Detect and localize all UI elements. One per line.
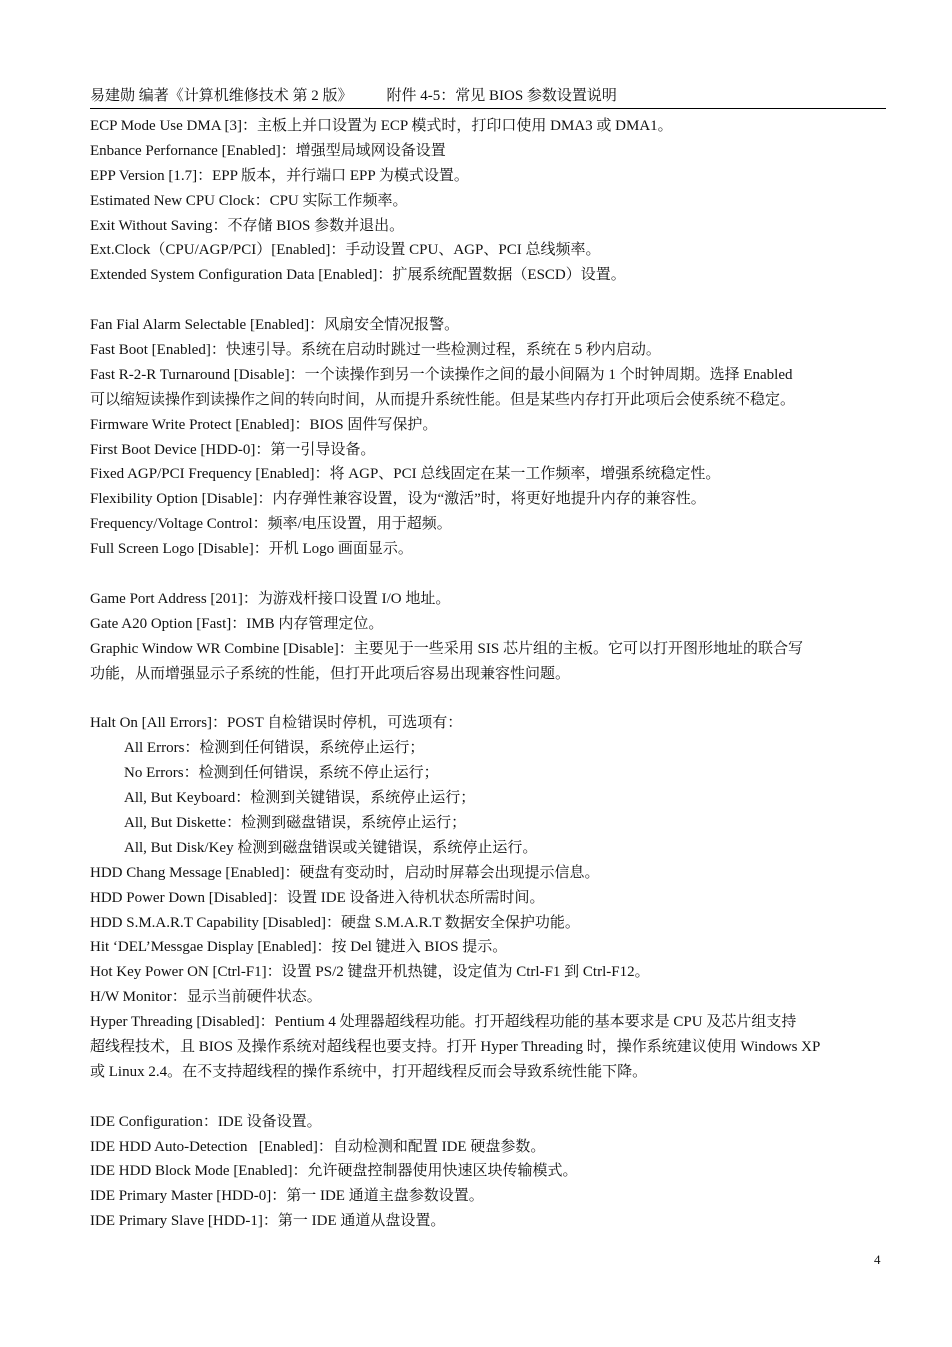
entry-ide-primary-slave: IDE Primary Slave [HDD-1]：第一 IDE 通道从盘设置。 (90, 1213, 446, 1230)
section-gap (90, 562, 886, 587)
entry-flexibility-option: Flexibility Option [Disable]：内存弹性兼容设置，设为“激活”时，将更好地提升内存的兼容性。 (90, 491, 706, 508)
entry-fast-r2r-turnaround-cont: 可以缩短读操作到读操作之间的转向时间，从而提升系统性能。但是某些内存打开此项后会使系统不稳定。 (90, 391, 796, 408)
entry-ide-primary-master: IDE Primary Master [HDD-0]：第一 IDE 通道主盘参数设置。 (90, 1188, 484, 1205)
entry-estimated-new-cpu-clock: Estimated New CPU Clock：CPU 实际工作频率。 (90, 192, 408, 209)
section-i (90, 1110, 886, 1234)
section-f (90, 313, 886, 562)
section-g (90, 587, 886, 687)
entry-hit-del-message-display: Hit ‘DEL’Messgae Display [Enabled]：按 Del 键进入 BIOS 提示。 (90, 939, 508, 956)
entry-exit-without-saving: Exit Without Saving：不存储 BIOS 参数并退出。 (90, 217, 405, 234)
document-body (90, 114, 886, 1234)
entry-full-screen-logo: Full Screen Logo [Disable]：开机 Logo 画面显示。 (90, 541, 413, 558)
halt-on-option-no-errors: No Errors：检测到任何错误，系统不停止运行； (124, 765, 439, 782)
section-h (90, 711, 886, 1084)
entry-hyper-threading: Hyper Threading [Disabled]：Pentium 4 处理器超线程功能。打开超线程功能的基本要求是 CPU 及芯片组支持 (90, 1014, 797, 1031)
entry-gate-a20-option: Gate A20 Option [Fast]：IMB 内存管理定位。 (90, 615, 384, 632)
entry-fast-boot: Fast Boot [Enabled]：快速引导。系统在启动时跳过一些检测过程，系统在 5 秒内启动。 (90, 342, 661, 359)
entry-fast-r2r-turnaround: Fast R-2-R Turnaround [Disable]：一个读操作到另一个读操作之间的最小间隔为 1 个时钟周期。选择 Enabled (90, 366, 793, 383)
page-number: 4 (874, 1252, 881, 1267)
entry-epp-version: EPP Version [1.7]：EPP 版本，并行端口 EPP 为模式设置。 (90, 167, 469, 184)
page-header (90, 86, 886, 109)
section-gap (90, 686, 886, 711)
header-book-title: 易建勋 编著《计算机维修技术 第 2 版》 (90, 88, 353, 104)
entry-hw-monitor: H/W Monitor：显示当前硬件状态。 (90, 989, 322, 1006)
entry-extended-system-configuration-data: Extended System Configuration Data [Enabled]：扩展系统配置数据（ESCD）设置。 (90, 267, 626, 284)
entry-hdd-power-down: HDD Power Down [Disabled]：设置 IDE 设备进入待机状态所需时间。 (90, 889, 545, 906)
entry-graphic-window-wr-combine: Graphic Window WR Combine [Disable]：主要见于一些采用 SIS 芯片组的主板。它可以打开图形地址的联合写 (90, 640, 803, 657)
entry-frequency-voltage-control: Frequency/Voltage Control：频率/电压设置，用于超频。 (90, 516, 452, 533)
halt-on-option-all-errors: All Errors：检测到任何错误，系统停止运行； (124, 740, 425, 757)
entry-ide-hdd-auto-detection: IDE HDD Auto-Detection [Enabled]：自动检测和配置 IDE 硬盘参数。 (90, 1138, 546, 1155)
header-appendix-title: 附件 4-5：常见 BIOS 参数设置说明 (386, 88, 617, 104)
entry-halt-on: Halt On [All Errors]：POST 自检错误时停机，可选项有： (90, 715, 463, 732)
entry-hdd-smart-capability: HDD S.M.A.R.T Capability [Disabled]：硬盘 S.M.A.R.T 数据安全保护功能。 (90, 914, 580, 931)
entry-fixed-agp-pci-frequency: Fixed AGP/PCI Frequency [Enabled]：将 AGP、PCI 总线固定在某一工作频率，增强系统稳定性。 (90, 466, 721, 483)
halt-on-option-all-but-diskette: All, But Diskette：检测到磁盘错误，系统停止运行； (124, 814, 467, 831)
entry-firmware-write-protect: Firmware Write Protect [Enabled]：BIOS 固件写保护。 (90, 416, 438, 433)
entry-hdd-chang-message: HDD Chang Message [Enabled]：硬盘有变动时，启动时屏幕会出现提示信息。 (90, 864, 600, 881)
section-gap (90, 1085, 886, 1110)
entry-graphic-window-wr-combine-cont: 功能，从而增强显示子系统的性能，但打开此项后容易出现兼容性问题。 (90, 665, 571, 682)
entry-game-port-address: Game Port Address [201]：为游戏杆接口设置 I/O 地址。 (90, 590, 451, 607)
entry-hyper-threading-cont-2: 或 Linux 2.4。在不支持超线程的操作系统中，打开超线程反而会导致系统性能下降。 (90, 1063, 648, 1080)
entry-ide-configuration: IDE Configuration：IDE 设备设置。 (90, 1113, 322, 1130)
entry-enbance-perfornance: Enbance Perfornance [Enabled]：增强型局域网设备设置 (90, 142, 446, 159)
halt-on-option-all-but-disk-key: All, But Disk/Key 检测到磁盘错误或关键错误，系统停止运行。 (124, 839, 538, 856)
section-gap (90, 288, 886, 313)
entry-hot-key-power-on: Hot Key Power ON [Ctrl-F1]：设置 PS/2 键盘开机热键，设定值为 Ctrl-F1 到 Ctrl-F12。 (90, 964, 650, 981)
section-e (90, 114, 886, 288)
entry-ide-hdd-block-mode: IDE HDD Block Mode [Enabled]：允许硬盘控制器使用快速区块传输模式。 (90, 1163, 578, 1180)
entry-first-boot-device: First Boot Device [HDD-0]：第一引导设备。 (90, 441, 376, 458)
entry-hyper-threading-cont-1: 超线程技术，且 BIOS 及操作系统对超线程也要支持。打开 Hyper Threading 时，操作系统建议使用 Windows XP (90, 1038, 821, 1055)
entry-fan-fial-alarm: Fan Fial Alarm Selectable [Enabled]：风扇安全情况报警。 (90, 317, 460, 334)
entry-ext-clock: Ext.Clock（CPU/AGP/PCI）[Enabled]：手动设置 CPU、AGP、PCI 总线频率。 (90, 242, 601, 259)
entry-ecp-mode-use-dma: ECP Mode Use DMA [3]：主板上并口设置为 ECP 模式时，打印口使用 DMA3 或 DMA1。 (90, 118, 673, 134)
halt-on-option-all-but-keyboard: All, But Keyboard：检测到关键错误，系统停止运行； (124, 790, 476, 807)
